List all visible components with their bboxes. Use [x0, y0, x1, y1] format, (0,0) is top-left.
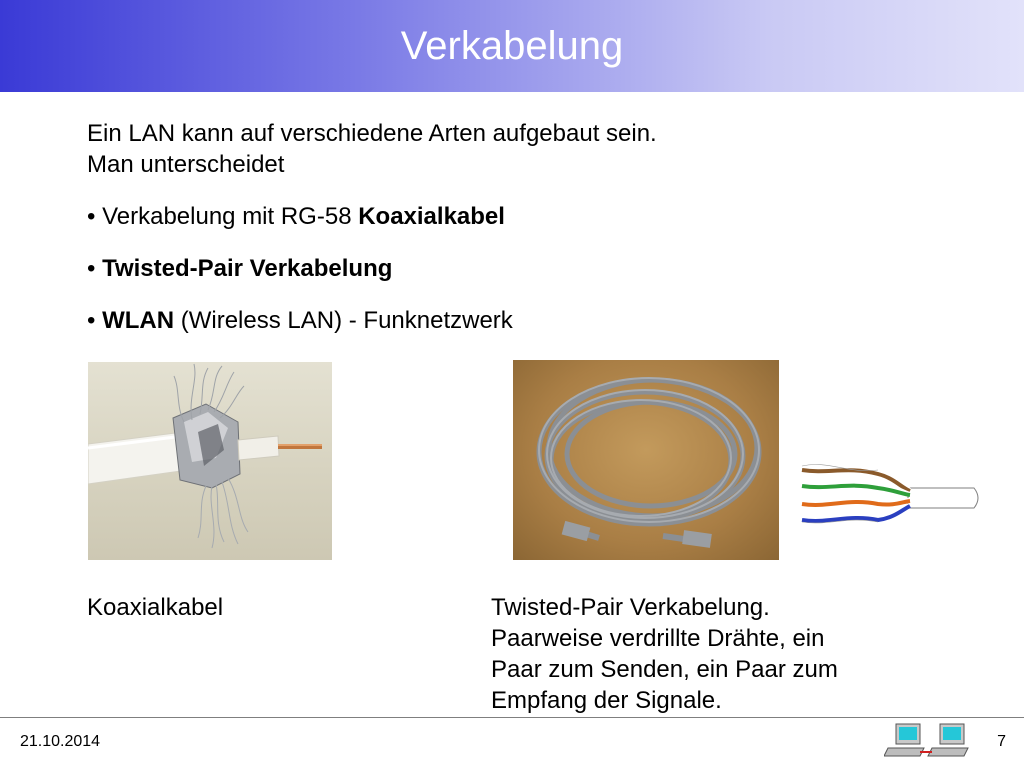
bullet-marker: •	[87, 307, 96, 334]
page-number: 7	[997, 733, 1006, 750]
bullet-item-twisted-pair	[87, 253, 847, 284]
network-computers-icon	[884, 722, 970, 762]
bullet-item-wlan	[87, 305, 847, 336]
bullet-text: Verkabelung mit RG-58	[102, 203, 359, 230]
twisted-pair-cable-photo	[513, 360, 779, 560]
caption-line: Paar zum Senden, ein Paar zum	[491, 656, 838, 683]
caption-coax: Koaxialkabel	[87, 594, 224, 621]
caption-twisted-pair	[491, 592, 921, 716]
page-title: Verkabelung	[400, 24, 624, 68]
footer-date: 21.10.2014	[20, 733, 101, 750]
intro-line-2: Man unterscheidet	[87, 151, 285, 178]
intro-line-1: Ein LAN kann auf verschiedene Arten aufgebaut sein.	[87, 120, 657, 147]
caption-line: Twisted-Pair Verkabelung.	[491, 594, 770, 621]
footer-divider	[0, 717, 1024, 718]
bullet-marker: •	[87, 203, 96, 230]
caption-line: Empfang der Signale.	[491, 687, 722, 714]
coax-cable-photo	[88, 362, 332, 560]
bullet-suffix: (Wireless LAN) - Funknetzwerk	[174, 307, 513, 334]
twisted-pair-wires-diagram	[798, 460, 984, 532]
bullet-item-coax	[87, 201, 847, 232]
bullet-bold-text: WLAN	[102, 307, 175, 334]
caption-line: Paarweise verdrillte Drähte, ein	[491, 625, 825, 652]
title-bar	[0, 0, 1024, 92]
slide-body	[87, 118, 847, 336]
bullet-marker: •	[87, 255, 96, 282]
bullet-bold-text: Koaxialkabel	[358, 203, 505, 230]
bullet-bold-text: Twisted-Pair Verkabelung	[102, 255, 393, 282]
